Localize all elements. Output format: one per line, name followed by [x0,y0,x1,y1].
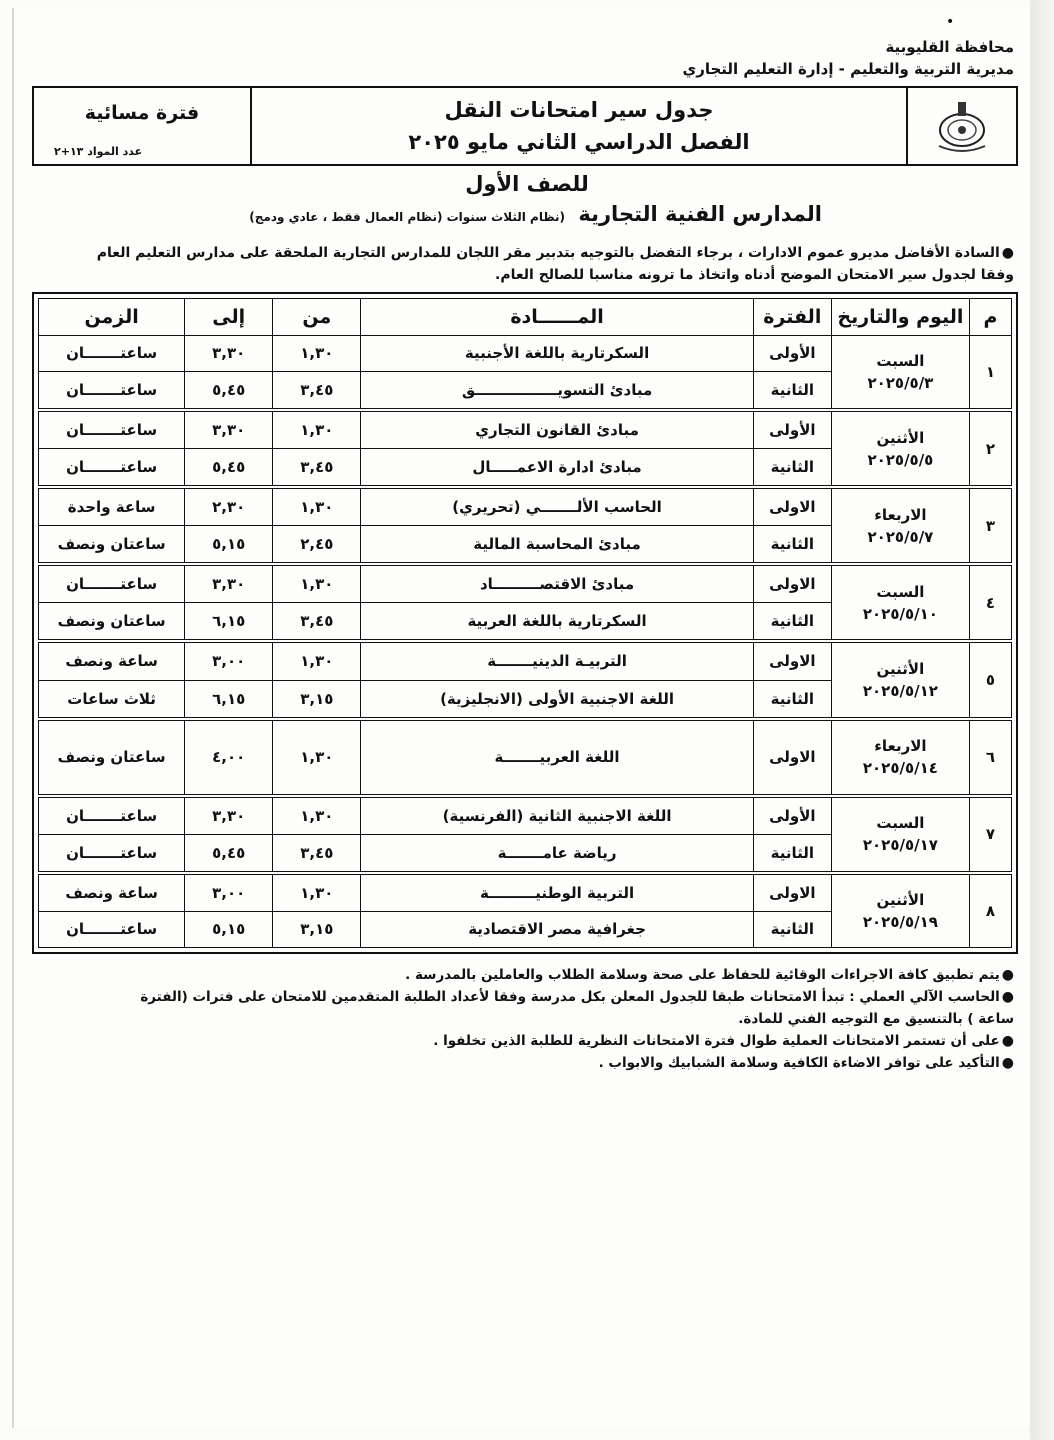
to-time: ٥,١٥ [185,526,273,565]
duration-cell: ساعتان ونصف [39,603,185,642]
day-date-cell [831,336,969,411]
note-3: على أن تستمر الامتحانات العملية طوال فترة الامتحانات النظرية للطلبة الذين تخلفوا . [433,1033,1000,1049]
duration-cell: ساعتـــــــان [39,911,185,947]
period-cell: الثانية [753,911,831,947]
to-time: ٣,٠٠ [185,873,273,912]
exam-date: ٢٠٢٥/٥/١٧ [862,836,938,855]
row-index: ٧ [969,796,1011,873]
period-cell: الاولى [753,873,831,912]
to-time: ٥,٤٥ [185,834,273,873]
day-name: الاربعاء [874,737,927,756]
intro-line-1: السادة الأفاضل مديرو عموم الادارات ، برجاء التفضل بالتوجيه بتدبير مقر اللجان للمدارس التجارية الملحقة على مدارس التعليم العام [96,245,1000,261]
table-row [39,719,1012,796]
day-date-cell [831,487,969,564]
day-date-cell [831,719,969,796]
subject-cell: اللغة الاجنبية الثانية (الفرنسية) [361,796,753,835]
row-index: ٥ [969,641,1011,718]
row-index: ١ [969,336,1011,411]
emblem-cell [906,88,1016,164]
day-name: الأثنين [876,660,925,678]
subject-cell: الحاسب الألـــــــي (تحريري) [361,487,753,526]
note-4: التأكيد على توافر الاضاءة الكافية وسلامة الشبابيك والابواب . [598,1055,1000,1071]
intro-paragraph [44,242,1014,286]
subject-cell: جغرافية مصر الاقتصادية [361,911,753,947]
grade-title: للصف الأول [465,172,589,196]
from-time: ٣,١٥ [273,680,361,719]
period-cell: الاولى [753,564,831,603]
from-time: ١,٣٠ [273,336,361,372]
duration-cell: ساعتان ونصف [39,526,185,565]
day-date-cell [831,873,969,948]
duration-cell: ساعتـــــــان [39,449,185,488]
exam-date: ٢٠٢٥/٥/١٠ [862,604,938,623]
schedule-body [39,336,1012,948]
governorate-name: محافظة القليوبية [885,38,1014,56]
bullet-icon: ● [1001,1033,1014,1049]
subject-cell: اللغة العربيـــــــة [361,719,753,796]
duration-cell: ساعتـــــــان [39,410,185,449]
to-time: ٢,٣٠ [185,487,273,526]
from-time: ١,٣٠ [273,487,361,526]
from-time: ٢,٤٥ [273,526,361,565]
notes-section [32,964,1014,1074]
duration-cell: ساعة واحدة [39,487,185,526]
to-time: ٣,٣٠ [185,564,273,603]
bullet-icon: ● [1001,1055,1014,1071]
day-date-cell [831,796,969,873]
table-header-row [39,299,1012,336]
subject-cell: السكرتارية باللغة الأجنبية [361,336,753,372]
exam-schedule-title [250,88,906,164]
from-time: ٣,٤٥ [273,449,361,488]
exam-date: ٢٠٢٥/٥/٧ [867,527,934,546]
row-index: ٢ [969,410,1011,487]
bullet-icon: ● [1001,245,1014,261]
schools-title [249,202,822,226]
from-time: ١,٣٠ [273,641,361,680]
to-time: ٣,٣٠ [185,336,273,372]
from-time: ٣,٤٥ [273,603,361,642]
schools-name: المدارس الفنية التجارية [578,202,822,226]
to-time: ٣,٠٠ [185,641,273,680]
day-date-cell [831,410,969,487]
row-index: ٨ [969,873,1011,948]
day-name: الاربعاء [874,505,927,524]
from-time: ١,٣٠ [273,564,361,603]
duration-cell: ساعتـــــــان [39,564,185,603]
period-cell [34,88,250,164]
table-row [39,873,1012,912]
schools-system-note: (نظام الثلاث سنوات (نظام العمال فقط ، عادي ودمج) [249,210,566,224]
subject-cell: مبادئ التسويــــــــــــــــق [361,371,753,410]
subject-cell: التربيـة الدينيـــــــة [361,641,753,680]
header-period: الفترة [753,299,831,336]
exam-date: ٢٠٢٥/٥/١٤ [862,759,938,778]
to-time: ٦,١٥ [185,680,273,719]
row-index: ٣ [969,487,1011,564]
period-cell: الثانية [753,371,831,410]
subject-cell: التربية الوطنيـــــــــة [361,873,753,912]
from-time: ١,٣٠ [273,796,361,835]
subject-cell: مبادئ الاقتصـــــــــاد [361,564,753,603]
to-time: ٥,١٥ [185,911,273,947]
table-row [39,641,1012,680]
bullet-icon: ● [1001,989,1014,1005]
to-time: ٥,٤٥ [185,371,273,410]
speck-mark: • [946,14,955,30]
period-cell: الأولى [753,796,831,835]
to-time: ٣,٣٠ [185,410,273,449]
period-label: فترة مسائية [84,102,200,124]
period-cell: الأولى [753,410,831,449]
period-cell: الثانية [753,449,831,488]
period-cell: الثانية [753,603,831,642]
table-row [39,796,1012,835]
day-name: الأثنين [876,428,925,447]
duration-cell: ساعة ونصف [39,641,185,680]
day-name: السبت [876,352,925,371]
duration-cell: ساعتان ونصف [39,719,185,796]
table-row [39,564,1012,603]
header-day-date: اليوم والتاريخ [831,299,969,336]
from-time: ٣,١٥ [273,911,361,947]
row-index: ٦ [969,719,1011,796]
to-time: ٥,٤٥ [185,449,273,488]
exam-date: ٢٠٢٥/٥/٥ [867,450,934,469]
directorate-name: مديرية التربية والتعليم - إدارة التعليم التجاري [682,60,1014,78]
note-2-line-1: الحاسب الآلي العملي : تبدأ الامتحانات طبقا للجدول المعلن بكل مدرسة وفقا لأعداد الطلبة المتقدمين للامتحان على فترات (الفترة [140,989,1000,1005]
table-row [39,410,1012,449]
title-line-1: جدول سير امتحانات النقل [444,98,714,122]
note-1: يتم تطبيق كافة الاجراءات الوقائية للحفاظ على صحة وسلامة الطلاب والعاملين بالمدرسة . [405,967,1000,983]
bullet-icon: ● [1001,967,1014,983]
to-time: ٤,٠٠ [185,719,273,796]
day-name: السبت [876,814,925,833]
subject-cell: مبادئ المحاسبة المالية [361,526,753,565]
day-date-cell [831,641,969,718]
subject-cell: السكرتارية باللغة العربية [361,603,753,642]
schedule-table [38,298,1012,948]
subject-cell: اللغة الاجنبية الأولى (الانجليزية) [361,680,753,719]
exam-date: ٢٠٢٥/٥/٣ [867,374,934,393]
note-2-line-2: ساعة ) بالتنسيق مع التوجيه الفني للمادة. [738,1011,1014,1027]
subject-cell: مبادئ ادارة الاعمـــــال [361,449,753,488]
from-time: ٣,٤٥ [273,371,361,410]
page-edge [1030,0,1054,1440]
to-time: ٣,٣٠ [185,796,273,835]
header-to: إلى [185,299,273,336]
duration-cell: ساعتـــــــان [39,834,185,873]
period-cell: الاولى [753,641,831,680]
duration-cell: ثلاث ساعات [39,680,185,719]
day-name: الأثنين [876,890,925,909]
period-cell: الاولى [753,719,831,796]
emblem-icon [927,96,997,156]
day-name: السبت [876,582,925,601]
table-row [39,336,1012,372]
day-date-cell [831,564,969,641]
row-index: ٤ [969,564,1011,641]
period-cell: الاولى [753,487,831,526]
duration-cell: ساعتـــــــان [39,336,185,372]
intro-line-2: وفقا لجدول سير الامتحان الموضح أدناه واتخاذ ما ترونه مناسبا للصالح العام. [495,267,1014,283]
subject-cell: رياضة عامـــــــة [361,834,753,873]
period-cell: الثانية [753,680,831,719]
header-index: م [969,299,1011,336]
from-time: ٣,٤٥ [273,834,361,873]
exam-date: ٢٠٢٥/٥/١٢ [862,682,938,700]
from-time: ١,٣٠ [273,873,361,912]
title-line-2: الفصل الدراسي الثاني مايو ٢٠٢٥ [408,130,750,154]
duration-cell: ساعة ونصف [39,873,185,912]
subjects-count: عدد المواد ١٣+٢ [54,145,143,158]
period-cell: الأولى [753,336,831,372]
document-header [614,36,1014,80]
table-row [39,487,1012,526]
header-duration: الزمن [39,299,185,336]
subject-cell: مبادئ القانون التجاري [361,410,753,449]
period-cell: الثانية [753,834,831,873]
header-from: من [273,299,361,336]
duration-cell: ساعتـــــــان [39,796,185,835]
header-subject: المــــــادة [361,299,753,336]
exam-date: ٢٠٢٥/٥/١٩ [862,912,938,931]
schedule-table-frame [32,292,1018,954]
duration-cell: ساعتـــــــان [39,371,185,410]
to-time: ٦,١٥ [185,603,273,642]
title-box [32,86,1018,166]
period-cell: الثانية [753,526,831,565]
from-time: ١,٣٠ [273,410,361,449]
from-time: ١,٣٠ [273,719,361,796]
